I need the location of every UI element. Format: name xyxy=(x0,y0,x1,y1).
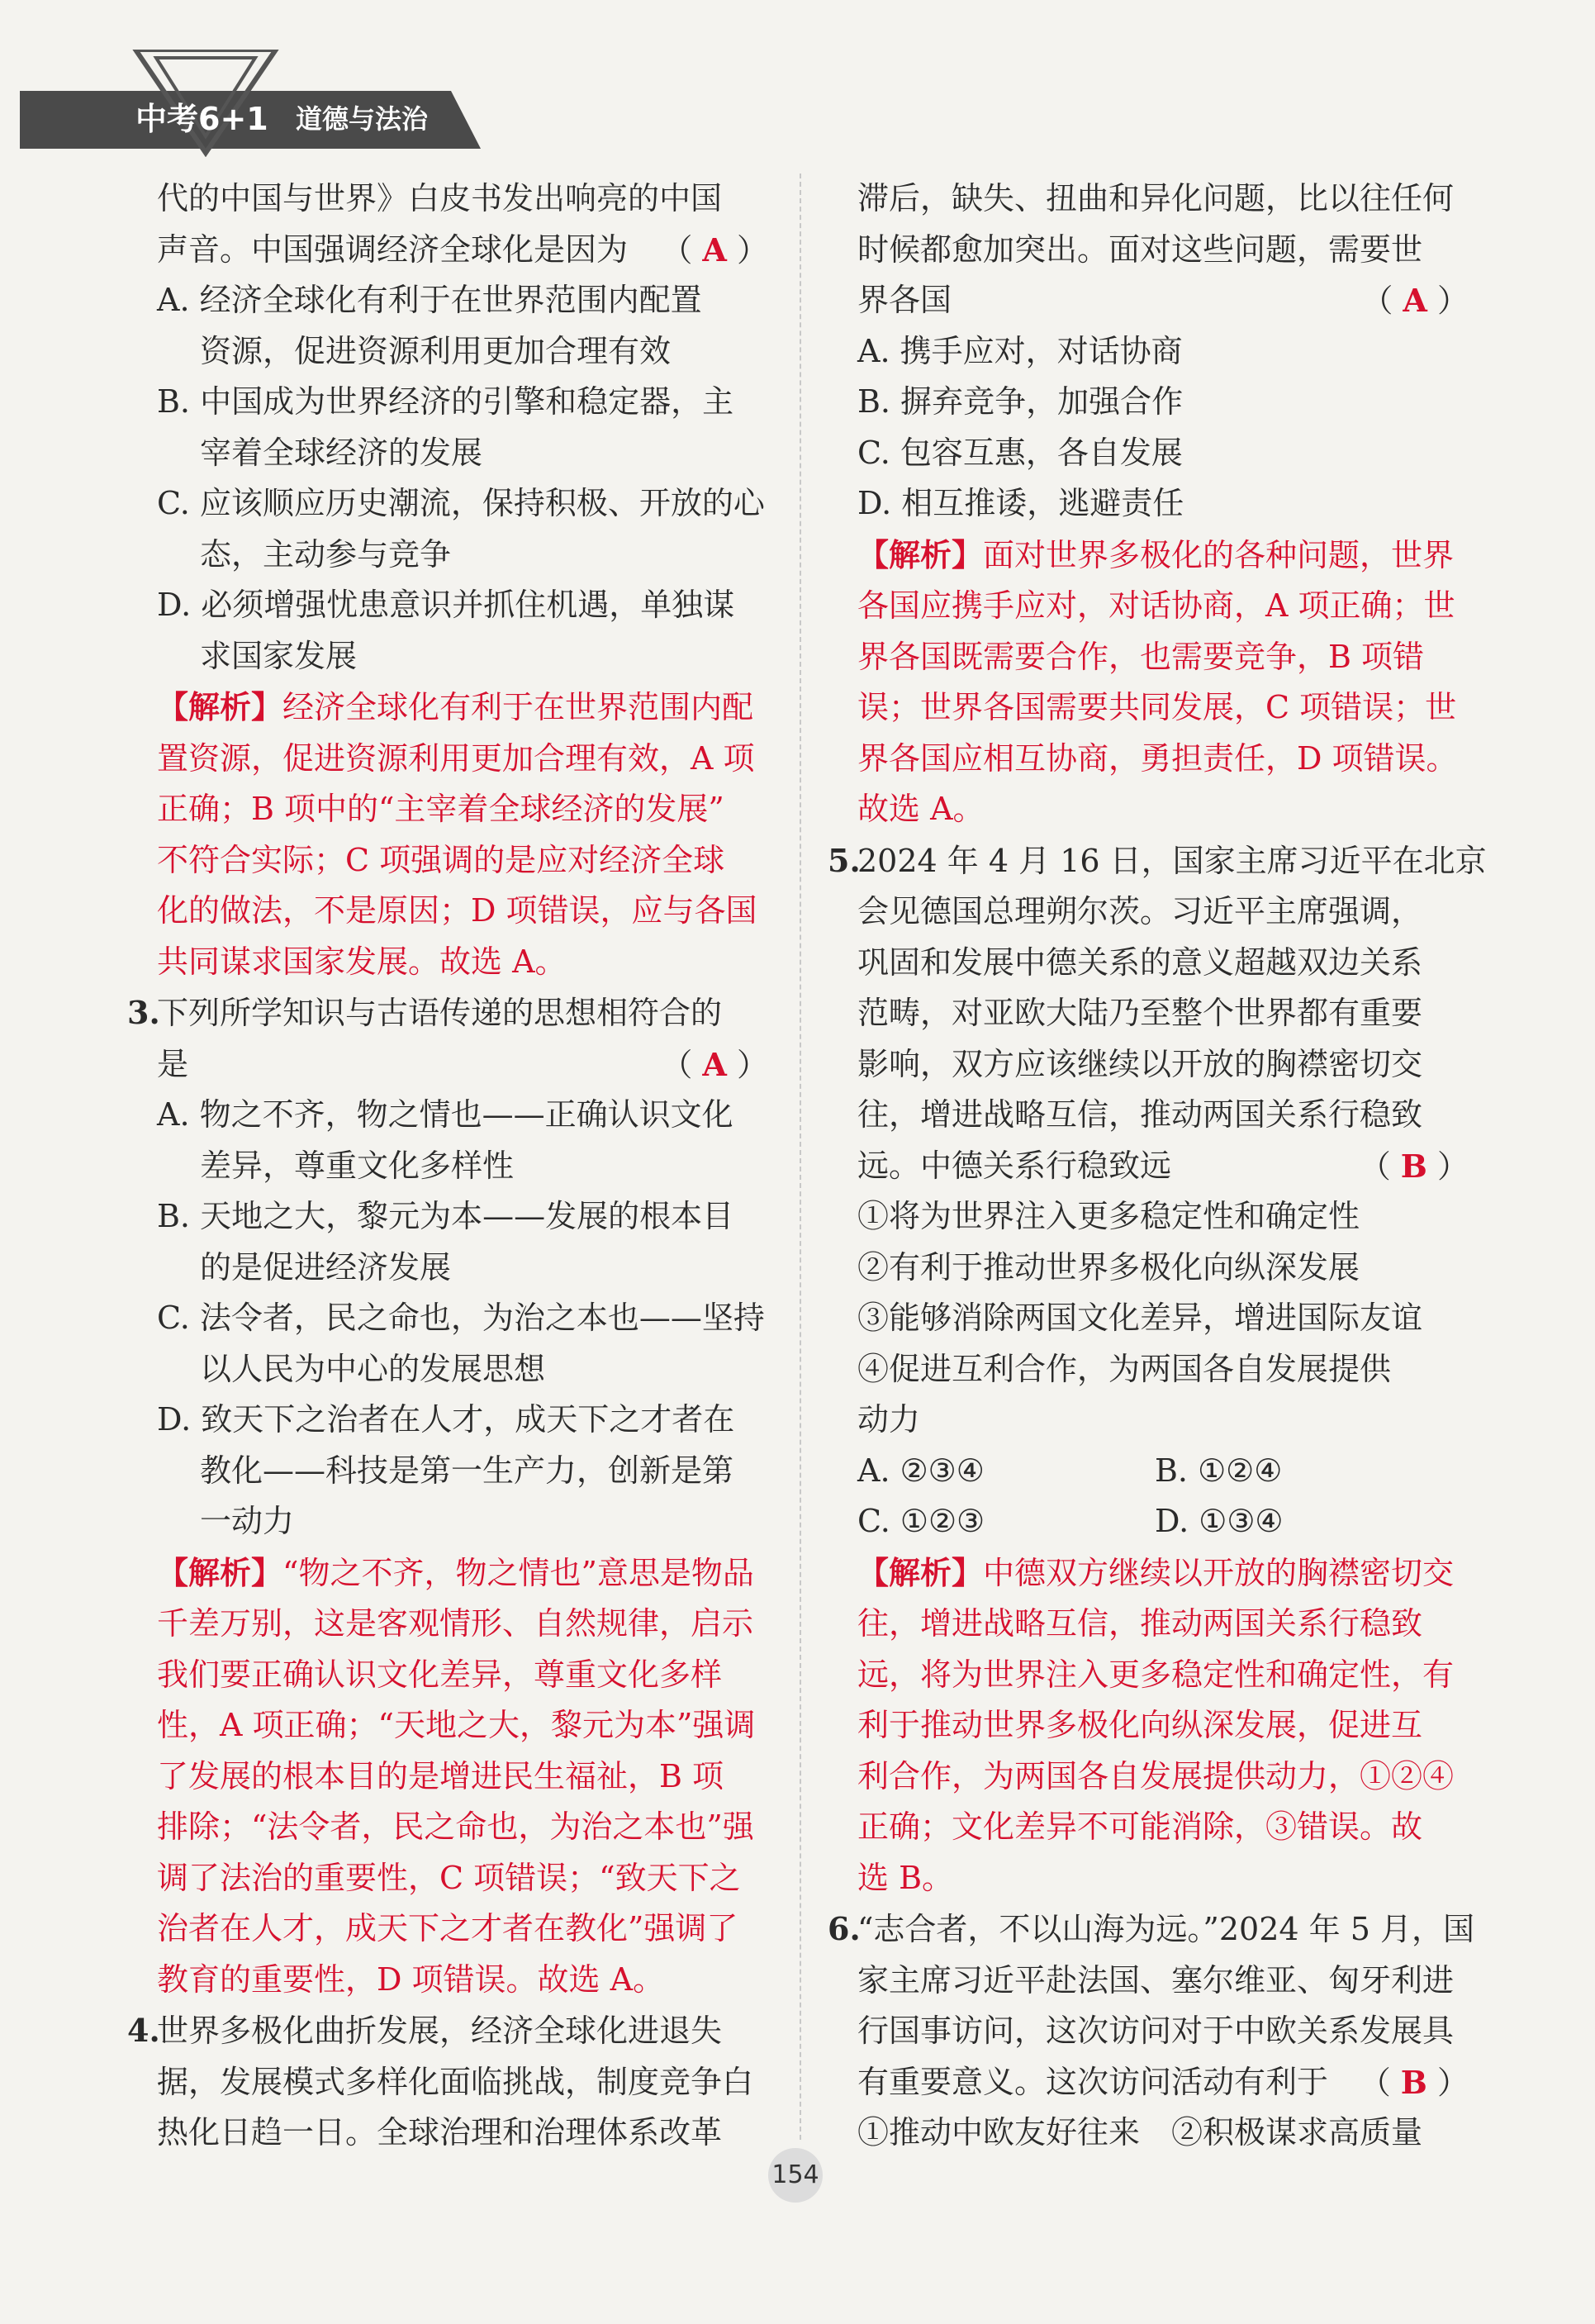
explanation-line: 利于推动世界多极化向纵深发展，促进互 xyxy=(857,1707,1423,1743)
option-b-cont: 宰着全球经济的发展 xyxy=(200,434,483,471)
explanation-line: 误；世界各国需要共同发展，C 项错误；世 xyxy=(857,689,1457,725)
question-stem-line: 远。中德关系行稳致远 （ B ） xyxy=(857,1141,1469,1192)
explanation-tag: 【解析】 xyxy=(157,1553,283,1591)
explanation-tag: 【解析】 xyxy=(157,688,283,725)
option-d: D. 必须增强忧患意识并抓住机遇，单独谋 xyxy=(157,587,735,623)
question-stem-line: 有重要意义。这次访问活动有利于 （ B ） xyxy=(857,2057,1469,2108)
option-d-cont: 求国家发展 xyxy=(200,637,358,674)
explanation-line: 调了法治的重要性，C 项错误；“致天下之 xyxy=(157,1859,741,1896)
question-6-stem: 6.“志合者，不以山海为远。”2024 年 5 月，国 xyxy=(857,1903,1469,1956)
explanation-line: 教育的重要性，D 项错误。故选 A。 xyxy=(157,1960,665,1998)
explanation-line: 各国应携手应对，对话协商，A 项正确；世 xyxy=(857,587,1455,624)
question-stem-line: 往，增进战略互信，推动两国关系行稳致 xyxy=(857,1096,1423,1133)
answer-bracket: （ A ） xyxy=(1361,282,1469,319)
option-d: D. ①③④ xyxy=(1155,1503,1284,1539)
option-c: C. ①②③ xyxy=(857,1503,985,1539)
explanation-line: 利合作，为两国各自发展提供动力，①②④ xyxy=(857,1757,1455,1794)
explanation-line: 【解析】面对世界多极化的各种问题，世界 xyxy=(857,535,1455,573)
question-stem-line: 时候都愈加突出。面对这些问题，需要世 xyxy=(857,230,1423,268)
option-c-cont: 以人民为中心的发展思想 xyxy=(200,1350,546,1387)
question-4-stem: 4.世界多极化曲折发展，经济全球化进退失 xyxy=(157,2005,768,2057)
question-stem-line: 范畴，对亚欧大陆乃至整个世界都有重要 xyxy=(857,995,1423,1031)
option-c-cont: 态，主动参与竞争 xyxy=(200,535,452,573)
option-a: A. 经济全球化有利于在世界范围内配置 xyxy=(157,282,702,318)
explanation-line: 不符合实际；C 项强调的是应对经济全球 xyxy=(157,841,725,878)
question-stem-line: 界各国 （ A ） xyxy=(857,275,1469,326)
statement-item: 动力 xyxy=(857,1401,921,1438)
option-b: B. 中国成为世界经济的引擎和稳定器，主 xyxy=(157,383,734,420)
question-3-stem: 3.下列所学知识与古语传递的思想相符合的 xyxy=(157,987,768,1039)
text-line: 代的中国与世界》白皮书发出响亮的中国 xyxy=(157,180,723,216)
explanation-line: 置资源，促进资源利用更加合理有效，A 项 xyxy=(157,739,755,777)
option-d: D. 致天下之治者在人才，成天下之才者在 xyxy=(157,1401,735,1438)
option-b-cont: 的是促进经济发展 xyxy=(200,1248,452,1286)
option-c: C. 应该顺应历史潮流，保持积极、开放的心 xyxy=(157,485,765,521)
page-number: 154 xyxy=(768,2148,823,2203)
option-d-cont: 一动力 xyxy=(200,1503,295,1539)
explanation-line: 排除；“法令者，民之命也，为治之本也”强 xyxy=(157,1808,754,1845)
statement-item: ②有利于推动世界多极化向纵深发展 xyxy=(857,1248,1360,1286)
question-number: 5. xyxy=(828,841,861,879)
explanation-line: 千差万别，这是客观情形、自然规律，启示 xyxy=(157,1605,754,1642)
statement-item: ①将为世界注入更多稳定性和确定性 xyxy=(857,1198,1360,1234)
explanation-line: 往，增进战略互信，推动两国关系行稳致 xyxy=(857,1605,1423,1642)
explanation-line: 正确；文化差异不可能消除，③错误。故 xyxy=(857,1808,1423,1845)
explanation-line: 界各国应相互协商，勇担责任，D 项错误。 xyxy=(857,739,1458,777)
question-stem-line: 据，发展模式多样化面临挑战，制度竞争白 xyxy=(157,2063,754,2100)
explanation-line: 了发展的根本目的是增进民生福祉，B 项 xyxy=(157,1757,724,1794)
answer-letter: A xyxy=(1403,282,1427,319)
question-stem-line: 家主席习近平赴法国、塞尔维亚、匈牙利进 xyxy=(857,1961,1455,1998)
left-column xyxy=(127,173,768,2159)
question-stem-line: 巩固和发展中德关系的意义超越双边关系 xyxy=(857,943,1423,981)
column-divider xyxy=(800,173,801,2140)
question-stem-line: 行国事访问，这次访问对于中欧关系发展具 xyxy=(857,2013,1455,2049)
option-c: C. 包容互惠，各自发展 xyxy=(857,434,1183,471)
option-c: C. 法令者，民之命也，为治之本也——坚持 xyxy=(157,1300,765,1336)
answer-bracket: （ A ） xyxy=(661,230,768,269)
answer-bracket: （ B ） xyxy=(1359,2063,1469,2101)
explanation-line: 性，A 项正确；“天地之大，黎元为本”强调 xyxy=(157,1707,756,1743)
option-a: A. 携手应对，对话协商 xyxy=(857,332,1183,369)
explanation-line: 正确；B 项中的“主宰着全球经济的发展” xyxy=(157,791,724,827)
answer-bracket: （ A ） xyxy=(661,1045,768,1083)
question-number: 6. xyxy=(828,1910,861,1947)
statement-item: ①推动中欧友好往来 ②积极谋求高质量 xyxy=(857,2114,1423,2151)
answer-letter: A xyxy=(702,230,727,269)
statement-item: ④促进互利合作，为两国各自发展提供 xyxy=(857,1350,1392,1387)
question-stem-line: 是 （ A ） xyxy=(157,1039,768,1091)
option-a: A. 物之不齐，物之情也——正确认识文化 xyxy=(157,1096,733,1133)
explanation-line: 选 B。 xyxy=(857,1859,954,1896)
question-number: 4. xyxy=(127,2012,160,2049)
explanation-line: 界各国既需要合作，也需要竞争，B 项错 xyxy=(857,638,1425,675)
right-column xyxy=(828,173,1487,2159)
option-a-cont: 资源，促进资源利用更加合理有效 xyxy=(200,332,672,369)
question-5-stem: 5.2024 年 4 月 16 日，国家主席习近平在北京 xyxy=(857,835,1469,887)
option-b: B. ①②④ xyxy=(1155,1452,1283,1489)
answer-letter: A xyxy=(702,1045,727,1083)
option-row xyxy=(857,1496,1469,1547)
explanation-line: 我们要正确认识文化差异，尊重文化多样 xyxy=(157,1656,723,1693)
option-a-cont: 差异，尊重文化多样性 xyxy=(200,1147,515,1184)
explanation-line: 治者在人才，成天下之才者在教化”强调了 xyxy=(157,1910,738,1946)
subject-title: 道德与法治 xyxy=(296,103,429,135)
brand-title: 中考6+1 xyxy=(135,101,268,137)
option-a: A. ②③④ xyxy=(857,1452,985,1489)
question-stem-line: 热化日趋一日。全球治理和治理体系改革 xyxy=(157,2114,723,2151)
option-row xyxy=(857,1446,1469,1497)
question-number: 3. xyxy=(127,994,160,1031)
explanation-line: 【解析】经济全球化有利于在世界范围内配 xyxy=(157,688,754,725)
explanation-line: 远，将为世界注入更多稳定性和确定性，有 xyxy=(857,1656,1455,1693)
header xyxy=(20,41,482,157)
explanation-tag: 【解析】 xyxy=(857,535,984,573)
answer-letter: B xyxy=(1400,1147,1427,1185)
option-d-cont: 教化——科技是第一生产力，创新是第 xyxy=(200,1452,734,1489)
explanation-line: 【解析】“物之不齐，物之情也”意思是物品 xyxy=(157,1553,754,1591)
statement-item: ③能够消除两国文化差异，增进国际友谊 xyxy=(857,1300,1423,1336)
question-stem-line: 滞后，缺失、扭曲和异化问题，比以往任何 xyxy=(857,180,1455,216)
question-stem-line: 声音。中国强调经济全球化是因为 （ A ） xyxy=(157,225,768,276)
answer-bracket: （ B ） xyxy=(1359,1147,1469,1185)
question-stem-line: 影响，双方应该继续以开放的胸襟密切交 xyxy=(857,1045,1423,1082)
question-stem-line: 会见德国总理朔尔茨。习近平主席强调， xyxy=(857,893,1423,929)
answer-letter: B xyxy=(1400,2063,1427,2101)
explanation-tag: 【解析】 xyxy=(857,1553,984,1591)
explanation-line: 故选 A。 xyxy=(857,791,985,827)
option-d: D. 相互推诿，逃避责任 xyxy=(857,485,1184,521)
option-b: B. 摒弃竞争，加强合作 xyxy=(857,383,1184,420)
explanation-line: 化的做法，不是原因；D 项错误，应与各国 xyxy=(157,892,757,929)
option-b: B. 天地之大，黎元为本——发展的根本目 xyxy=(157,1198,734,1234)
explanation-line: 【解析】中德双方继续以开放的胸襟密切交 xyxy=(857,1553,1455,1591)
explanation-line: 共同谋求国家发展。故选 A。 xyxy=(157,943,567,980)
